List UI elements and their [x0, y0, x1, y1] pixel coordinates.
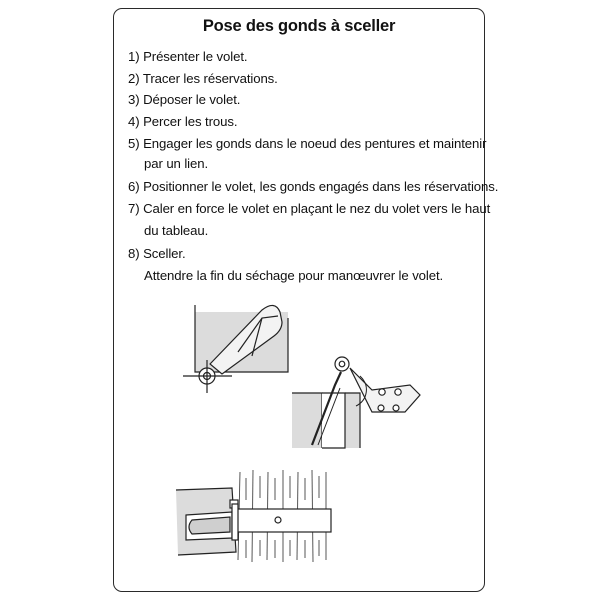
step-5-line-2: par un lien.: [144, 156, 209, 171]
step-5-line-1: 5) Engager les gonds dans le noeud des pentures et maintenir: [128, 136, 487, 151]
step-2: 2) Tracer les réservations.: [128, 71, 278, 86]
step-8-note: Attendre la fin du séchage pour manœuvrer le volet.: [144, 268, 444, 283]
step-3: 3) Déposer le volet.: [128, 92, 241, 107]
step-6: 6) Positionner le volet, les gonds engagés dans les réservations.: [128, 179, 499, 194]
page-title: Pose des gonds à sceller: [202, 17, 396, 35]
step-7-line-1: 7) Caler en force le volet en plaçant le nez du volet vers le haut: [128, 201, 491, 216]
step-7-line-2: du tableau.: [144, 223, 209, 238]
step-4: 4) Percer les trous.: [128, 114, 238, 129]
step-8: 8) Sceller.: [128, 246, 186, 261]
step-1: 1) Présenter le volet.: [128, 49, 248, 64]
